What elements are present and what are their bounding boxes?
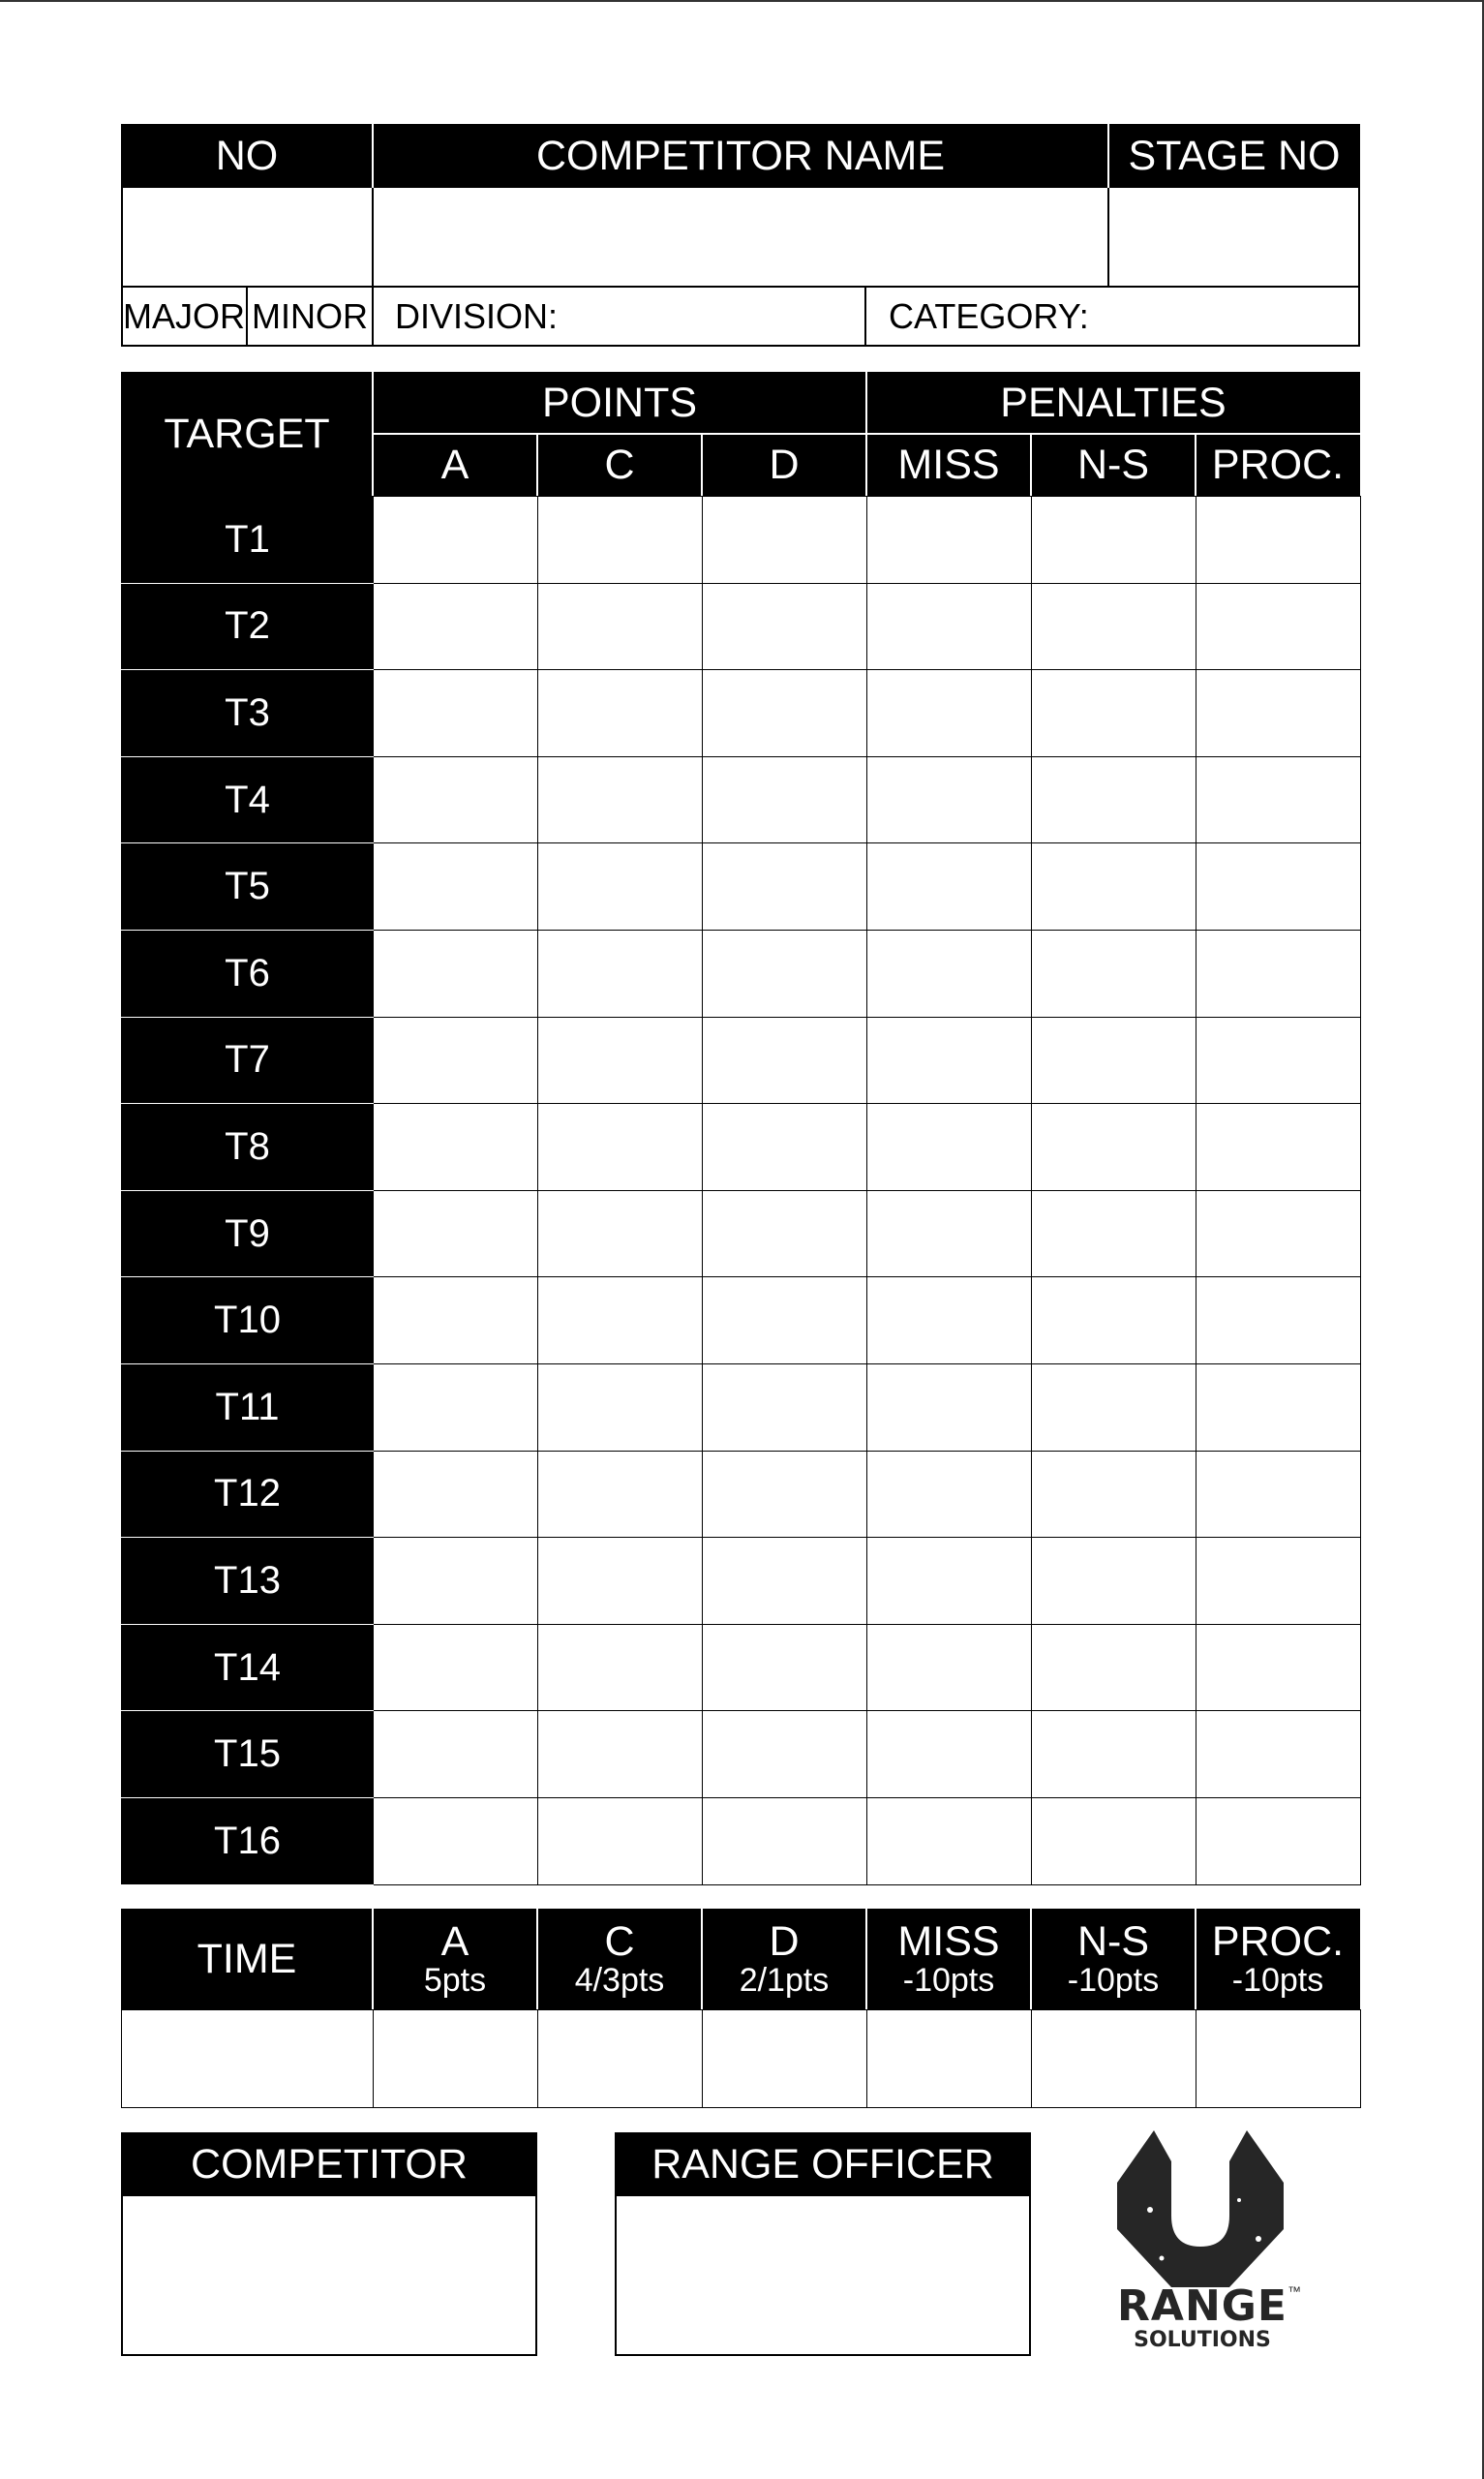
score-cell[interactable] [867, 1624, 1032, 1711]
score-cell[interactable] [1196, 1363, 1361, 1451]
score-cell[interactable] [867, 1104, 1032, 1191]
score-cell[interactable] [1032, 930, 1196, 1017]
summary-d-field[interactable] [703, 2010, 867, 2108]
score-cell[interactable] [1032, 1104, 1196, 1191]
target-label: T13 [122, 1538, 374, 1625]
score-cell[interactable] [703, 1711, 867, 1798]
score-cell[interactable] [1032, 1538, 1196, 1625]
score-cell[interactable] [1032, 1711, 1196, 1798]
score-cell[interactable] [867, 497, 1032, 584]
score-cell[interactable] [867, 756, 1032, 843]
score-cell[interactable] [703, 1797, 867, 1884]
score-cell[interactable] [374, 1190, 538, 1277]
col-d-header: D [769, 441, 800, 488]
col-miss-header: MISS [897, 441, 1000, 488]
summary-col-c-value: 4/3pts [574, 1962, 665, 1999]
score-cell[interactable] [538, 1711, 703, 1798]
score-cell[interactable] [867, 670, 1032, 757]
score-cell[interactable] [703, 1017, 867, 1104]
target-label: T7 [122, 1017, 374, 1104]
score-cell[interactable] [703, 756, 867, 843]
score-cell[interactable] [1032, 1277, 1196, 1364]
score-cell[interactable] [374, 930, 538, 1017]
score-cell[interactable] [1032, 497, 1196, 584]
summary-grid [121, 2009, 1361, 2108]
summary-col-c-label: C [604, 1918, 635, 1965]
score-cell[interactable] [703, 1104, 867, 1191]
score-cell[interactable] [374, 1363, 538, 1451]
col-proc-header: PROC. [1211, 441, 1345, 488]
score-cell[interactable] [374, 1104, 538, 1191]
score-cell[interactable] [867, 843, 1032, 931]
score-cell[interactable] [374, 1797, 538, 1884]
score-cell[interactable] [538, 1624, 703, 1711]
score-cell[interactable] [703, 1363, 867, 1451]
score-cell[interactable] [1032, 1451, 1196, 1538]
table-row [122, 930, 1361, 1017]
summary-col-miss-label: MISS [897, 1918, 1000, 1965]
table-row [122, 1797, 1361, 1884]
table-row [122, 1104, 1361, 1191]
no-label: NO [215, 132, 279, 179]
score-cell[interactable] [867, 1538, 1032, 1625]
score-cell[interactable] [867, 1017, 1032, 1104]
score-cell[interactable] [538, 843, 703, 931]
summary-col-miss-value: -10pts [902, 1962, 995, 1999]
score-cell[interactable] [1032, 1363, 1196, 1451]
score-cell[interactable] [538, 1451, 703, 1538]
summary-col-a [373, 1909, 537, 2009]
range-solutions-logo [1094, 2123, 1307, 2365]
target-label: T6 [122, 930, 374, 1017]
score-cell[interactable] [703, 843, 867, 931]
summary-col-miss [866, 1909, 1031, 2009]
range-officer-signature-field[interactable] [615, 2196, 1031, 2356]
summary-proc-field[interactable] [1196, 2010, 1361, 2108]
score-cell[interactable] [703, 1190, 867, 1277]
score-cell[interactable] [538, 1797, 703, 1884]
target-label: T5 [122, 843, 374, 931]
score-cell[interactable] [374, 1624, 538, 1711]
summary-c-field[interactable] [538, 2010, 703, 2108]
target-header: TARGET [164, 410, 330, 457]
summary-a-field[interactable] [374, 2010, 538, 2108]
score-cell[interactable] [374, 756, 538, 843]
stage-no-label: STAGE NO [1128, 132, 1341, 179]
score-cell[interactable] [1196, 670, 1361, 757]
table-row [122, 1017, 1361, 1104]
score-cell[interactable] [867, 1797, 1032, 1884]
score-cell[interactable] [1032, 1797, 1196, 1884]
score-cell[interactable] [1196, 497, 1361, 584]
score-cell[interactable] [538, 497, 703, 584]
score-cell[interactable] [538, 583, 703, 670]
score-cell[interactable] [867, 1363, 1032, 1451]
summary-miss-field[interactable] [867, 2010, 1032, 2108]
score-cell[interactable] [1032, 756, 1196, 843]
division-label: DIVISION: [395, 296, 559, 336]
summary-col-ns-value: -10pts [1067, 1962, 1160, 1999]
table-row [122, 1451, 1361, 1538]
minor-checkbox[interactable]: MINOR [252, 296, 368, 336]
table-row [122, 1190, 1361, 1277]
table-row [122, 1538, 1361, 1625]
score-cell[interactable] [867, 1190, 1032, 1277]
score-cell[interactable] [703, 497, 867, 584]
score-cell[interactable] [703, 1538, 867, 1625]
target-label: T9 [122, 1190, 374, 1277]
score-cell[interactable] [1032, 843, 1196, 931]
competitor-signature-field[interactable] [121, 2196, 537, 2356]
summary-col-a-label: A [440, 1918, 469, 1965]
score-cell[interactable] [703, 1624, 867, 1711]
score-cell[interactable] [538, 1017, 703, 1104]
logo-tm: ™ [1287, 2283, 1301, 2299]
table-row [122, 497, 1361, 584]
division-field[interactable] [571, 288, 862, 346]
target-label: T11 [122, 1363, 374, 1451]
category-label: CATEGORY: [889, 296, 1089, 336]
score-grid [121, 496, 1361, 1885]
summary-col-d-value: 2/1pts [739, 1962, 830, 1999]
summary-row [122, 2010, 1361, 2108]
score-cell[interactable] [1196, 1104, 1361, 1191]
score-cell[interactable] [374, 670, 538, 757]
target-label: T16 [122, 1797, 374, 1884]
time-header: TIME [197, 1935, 297, 1982]
score-cell[interactable] [1032, 670, 1196, 757]
score-cell[interactable] [1196, 843, 1361, 931]
summary-col-d-label: D [769, 1918, 800, 1965]
score-cell[interactable] [1032, 1190, 1196, 1277]
stage-no-field[interactable] [1108, 188, 1360, 287]
score-cell[interactable] [703, 1277, 867, 1364]
score-cell[interactable] [374, 843, 538, 931]
score-cell[interactable] [1196, 1797, 1361, 1884]
score-cell[interactable] [374, 1711, 538, 1798]
table-row [122, 756, 1361, 843]
logo-wordmark: RANGE [1117, 2281, 1287, 2331]
score-cell[interactable] [538, 1277, 703, 1364]
col-c-header: C [604, 441, 635, 488]
score-cell[interactable] [1196, 1190, 1361, 1277]
score-cell[interactable] [867, 1711, 1032, 1798]
score-cell[interactable] [538, 1363, 703, 1451]
range-logo-mark-icon [1094, 2123, 1307, 2287]
summary-col-proc-label: PROC. [1211, 1918, 1345, 1965]
table-row [122, 1277, 1361, 1364]
score-cell[interactable] [867, 1451, 1032, 1538]
table-row [122, 583, 1361, 670]
summary-ns-field[interactable] [1032, 2010, 1196, 2108]
target-label: T8 [122, 1104, 374, 1191]
score-cell[interactable] [538, 670, 703, 757]
score-cell[interactable] [1196, 930, 1361, 1017]
target-label: T12 [122, 1451, 374, 1538]
table-row [122, 843, 1361, 931]
score-cell[interactable] [538, 1104, 703, 1191]
table-row [122, 1363, 1361, 1451]
target-label: T4 [122, 756, 374, 843]
summary-col-a-value: 5pts [423, 1962, 487, 1999]
summary-col-proc [1196, 1909, 1360, 2009]
score-cell[interactable] [1196, 583, 1361, 670]
target-label: T15 [122, 1711, 374, 1798]
competitor-name-label: COMPETITOR NAME [535, 132, 946, 179]
penalties-header: PENALTIES [1000, 379, 1227, 426]
table-row [122, 670, 1361, 757]
range-officer-signature-label: RANGE OFFICER [615, 2132, 1031, 2196]
score-cell[interactable] [1196, 1451, 1361, 1538]
target-label: T10 [122, 1277, 374, 1364]
score-cell[interactable] [703, 930, 867, 1017]
score-cell[interactable] [374, 1017, 538, 1104]
score-cell[interactable] [1196, 1277, 1361, 1364]
score-cell[interactable] [1196, 1017, 1361, 1104]
score-cell[interactable] [867, 1277, 1032, 1364]
summary-col-d [702, 1909, 866, 2009]
category-field[interactable] [1094, 288, 1355, 346]
summary-col-ns-label: N-S [1076, 1918, 1150, 1965]
score-cell[interactable] [1196, 1538, 1361, 1625]
major-checkbox[interactable]: MAJOR [123, 296, 245, 336]
target-label: T2 [122, 583, 374, 670]
no-field[interactable] [121, 188, 373, 287]
score-cell[interactable] [538, 756, 703, 843]
col-ns-header: N-S [1076, 441, 1150, 488]
score-cell[interactable] [867, 930, 1032, 1017]
summary-col-ns [1031, 1909, 1196, 2009]
target-label: T14 [122, 1624, 374, 1711]
score-cell[interactable] [1196, 756, 1361, 843]
score-cell[interactable] [374, 497, 538, 584]
score-cell[interactable] [1032, 1017, 1196, 1104]
table-row [122, 1711, 1361, 1798]
competitor-signature-label: COMPETITOR [121, 2132, 537, 2196]
points-header: POINTS [541, 379, 698, 426]
score-cell[interactable] [703, 583, 867, 670]
score-cell[interactable] [1032, 1624, 1196, 1711]
table-row [122, 1624, 1361, 1711]
score-cell[interactable] [1196, 1711, 1361, 1798]
logo-subtitle: SOLUTIONS [1134, 2328, 1271, 2352]
score-cell[interactable] [374, 1538, 538, 1625]
summary-col-proc-value: -10pts [1231, 1962, 1324, 1999]
target-label: T1 [122, 497, 374, 584]
score-cell[interactable] [538, 1190, 703, 1277]
time-field[interactable] [122, 2010, 374, 2108]
score-cell[interactable] [374, 1451, 538, 1538]
competitor-name-field[interactable] [373, 188, 1108, 287]
score-cell[interactable] [867, 583, 1032, 670]
score-cell[interactable] [703, 1451, 867, 1538]
score-cell[interactable] [1196, 1624, 1361, 1711]
score-cell[interactable] [1032, 583, 1196, 670]
score-cell[interactable] [538, 930, 703, 1017]
score-cell[interactable] [538, 1538, 703, 1625]
score-cell[interactable] [703, 670, 867, 757]
target-label: T3 [122, 670, 374, 757]
col-a-header: A [440, 441, 469, 488]
summary-col-c [537, 1909, 702, 2009]
score-cell[interactable] [374, 583, 538, 670]
score-cell[interactable] [374, 1277, 538, 1364]
